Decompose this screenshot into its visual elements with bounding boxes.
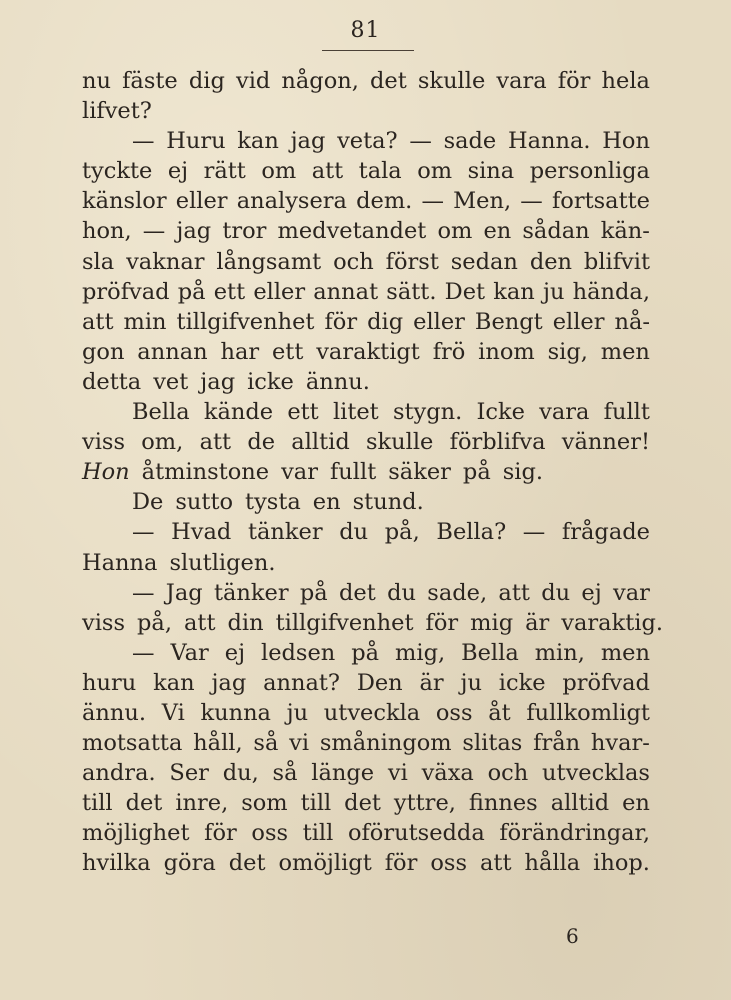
page-number: 81 <box>350 18 381 43</box>
word: Hanna. <box>507 128 591 155</box>
word: tror <box>222 218 267 245</box>
word: Ser <box>169 760 209 787</box>
word: hålla <box>524 850 581 877</box>
word: ännu. <box>82 699 147 726</box>
word: — <box>132 639 155 666</box>
word: litet <box>332 399 379 426</box>
word: på <box>462 459 491 486</box>
word: så <box>253 730 279 757</box>
word: jag <box>200 368 236 395</box>
word: att <box>311 158 344 185</box>
word: fullkomligt <box>526 699 650 726</box>
word: att <box>82 308 114 335</box>
word: slutligen. <box>169 549 276 576</box>
word: har <box>220 338 260 365</box>
word: eller <box>253 278 306 305</box>
word: tala <box>358 158 402 185</box>
word: och <box>487 760 529 787</box>
word: eller <box>175 188 228 215</box>
word: andra. <box>82 760 156 787</box>
word: personliga <box>529 158 650 185</box>
word: annat <box>313 278 379 305</box>
word: — <box>132 519 155 546</box>
word: sutto <box>175 489 234 516</box>
word: du <box>339 519 369 546</box>
word: analysera <box>236 188 347 215</box>
word: kunna <box>200 699 271 726</box>
word: om <box>261 158 297 185</box>
text-line <box>82 487 650 517</box>
word: att <box>498 579 530 606</box>
word: Bella <box>461 639 519 666</box>
word: Men, <box>453 188 512 215</box>
word: ju <box>542 278 565 305</box>
text-line <box>82 698 650 728</box>
word: mig <box>470 609 514 636</box>
word: Bengt <box>474 308 543 335</box>
word: möjlighet <box>82 820 190 847</box>
word: ännu. <box>305 368 370 395</box>
word: hon, <box>82 218 132 245</box>
word: oss <box>251 820 289 847</box>
word: De <box>132 489 164 516</box>
word: Hvad <box>171 519 232 546</box>
word: en <box>622 790 650 817</box>
word: blifvit <box>583 248 650 275</box>
word: Jag <box>165 579 203 606</box>
word: först <box>385 248 439 275</box>
word: sla <box>82 248 115 275</box>
word: stygn. <box>392 399 463 426</box>
word: frö <box>432 338 466 365</box>
word: — <box>520 188 543 215</box>
text-line <box>82 126 650 156</box>
word: sade <box>443 128 497 155</box>
word: vet <box>153 368 189 395</box>
word: varaktigt <box>316 338 420 365</box>
text-line <box>82 788 650 818</box>
word: tillgifvenhet <box>176 308 315 335</box>
word: vid <box>235 68 271 94</box>
word: alltid <box>291 429 350 456</box>
word: om <box>437 218 473 245</box>
word: fullt <box>603 399 650 426</box>
word: det <box>344 790 381 817</box>
word: sade, <box>427 579 488 606</box>
word: kän- <box>600 218 650 245</box>
word: ett <box>287 399 319 426</box>
word: det <box>228 850 266 877</box>
word: hela <box>601 68 650 94</box>
word: Var <box>170 639 209 666</box>
text-line <box>82 548 650 578</box>
word: ej <box>581 579 602 606</box>
word: yttre, <box>393 790 456 817</box>
word: som <box>241 790 288 817</box>
word: jag <box>176 218 212 245</box>
word: på, <box>384 519 420 546</box>
word: tyckte <box>82 158 153 185</box>
word: huru <box>82 669 137 696</box>
word: hända, <box>572 278 650 305</box>
word: annat? <box>263 669 340 696</box>
word: kan <box>153 669 195 696</box>
word: jag <box>290 128 326 155</box>
text-line <box>82 668 650 698</box>
word: — <box>522 519 546 546</box>
word: Hon <box>602 128 650 155</box>
word: din <box>227 609 264 636</box>
word: känslor <box>82 188 167 215</box>
word: göra <box>163 850 216 877</box>
word: nu <box>82 68 111 94</box>
word: för <box>557 68 591 94</box>
word: oförutsedda <box>347 820 485 847</box>
word: viss <box>82 429 126 456</box>
word: är <box>525 609 550 636</box>
word: — <box>142 218 166 245</box>
word: sina <box>467 158 515 185</box>
word: den <box>529 248 573 275</box>
word: sådan <box>522 218 590 245</box>
word: Huru <box>166 128 226 155</box>
text-line <box>82 578 650 608</box>
text-line <box>82 247 650 277</box>
word: pröfvad <box>562 669 650 696</box>
text-line <box>82 608 664 638</box>
word: tänker <box>247 519 323 546</box>
word: vara <box>539 399 590 426</box>
word: långsamt <box>216 248 322 275</box>
word: skulle <box>417 68 486 94</box>
word: de <box>247 429 276 456</box>
word: min <box>123 308 167 335</box>
text-line <box>82 216 650 246</box>
text-line <box>82 427 650 457</box>
word: dem. <box>356 188 413 215</box>
word: för <box>425 609 459 636</box>
text-line <box>82 457 650 487</box>
word: varaktig. <box>561 609 664 636</box>
word: sedan <box>450 248 518 275</box>
word: till <box>302 820 334 847</box>
text-line <box>82 397 650 427</box>
word: — <box>409 128 432 155</box>
word: men <box>600 639 650 666</box>
word: småningom <box>319 730 452 757</box>
word: från <box>533 730 581 757</box>
word: annan <box>137 338 208 365</box>
word: mig, <box>395 639 446 666</box>
word: om, <box>141 429 184 456</box>
text-line <box>82 307 650 337</box>
word: slitas <box>462 730 523 757</box>
word: alltid <box>550 790 610 817</box>
signature-mark: 6 <box>566 924 579 948</box>
word: ledsen <box>261 639 336 666</box>
word: kände <box>203 399 274 426</box>
word: på, <box>137 609 172 636</box>
word: Bella <box>132 399 190 426</box>
word: till <box>82 790 113 817</box>
word: om <box>417 158 453 185</box>
word: — <box>132 128 155 155</box>
word: Det <box>444 278 486 305</box>
word: var <box>613 579 650 606</box>
word: förändringar, <box>499 820 650 847</box>
text-line <box>82 728 650 758</box>
word: var <box>281 459 318 486</box>
word: sig, <box>547 338 588 365</box>
word: på <box>177 278 206 305</box>
word: det <box>339 579 376 606</box>
text-line <box>82 66 650 96</box>
word: utvecklas <box>542 760 650 787</box>
word: inom <box>478 338 535 365</box>
word: kan <box>237 128 279 155</box>
word: en <box>483 218 512 245</box>
word: någon, <box>281 68 359 94</box>
word: vi <box>289 730 310 757</box>
word: eller <box>413 308 465 335</box>
word: för <box>324 308 358 335</box>
text-line <box>82 186 650 216</box>
word: ju <box>460 669 482 696</box>
word: länge <box>311 760 375 787</box>
text-line <box>82 848 650 878</box>
word: rätt <box>203 158 246 185</box>
word: för <box>204 820 237 847</box>
word: omöjligt <box>278 850 372 877</box>
word: skulle <box>365 429 434 456</box>
word: håll, <box>193 730 243 757</box>
word: Hanna <box>82 549 158 576</box>
word: fäste <box>122 68 178 94</box>
word: — <box>421 188 444 215</box>
word: ej <box>224 639 246 666</box>
word: nå- <box>614 308 650 335</box>
text-line <box>82 337 650 367</box>
word: — <box>132 579 155 606</box>
word: på <box>299 579 328 606</box>
word: Icke <box>476 399 525 426</box>
word: Hon <box>82 459 130 486</box>
word: viss <box>82 609 126 636</box>
word: inre, <box>175 790 229 817</box>
word: att <box>199 429 232 456</box>
word: ihop. <box>593 850 650 877</box>
text-line <box>82 818 650 848</box>
text-line <box>82 156 650 186</box>
word: är <box>419 669 444 696</box>
word: jag <box>211 669 247 696</box>
word: pröfvad <box>82 278 170 305</box>
word: icke <box>247 368 294 395</box>
word: du <box>541 579 571 606</box>
word: du <box>387 579 416 606</box>
word: stund. <box>352 489 424 516</box>
word: kan <box>493 278 535 305</box>
text-line <box>82 277 650 307</box>
word: detta <box>82 368 142 395</box>
word: tänker <box>213 579 289 606</box>
word: det <box>370 68 407 94</box>
word: motsatta <box>82 730 183 757</box>
word: dig <box>188 68 225 94</box>
word: min, <box>534 639 585 666</box>
word: sätt. <box>386 278 437 305</box>
word: åt <box>488 699 511 726</box>
text-line <box>82 758 650 788</box>
word: Vi <box>161 699 185 726</box>
text-line <box>82 96 650 126</box>
word: oss <box>435 699 473 726</box>
word: sig. <box>502 459 544 486</box>
word: och <box>333 248 374 275</box>
header-rule <box>322 50 414 51</box>
word: veta? <box>337 128 398 155</box>
word: ej <box>167 158 189 185</box>
word: ett <box>213 278 246 305</box>
word: vara <box>496 68 547 94</box>
word: dig <box>367 308 404 335</box>
word: icke <box>498 669 546 696</box>
word: eller <box>552 308 605 335</box>
word: åtminstone <box>141 459 270 486</box>
text-line <box>82 367 650 397</box>
word: Den <box>356 669 403 696</box>
word: medvetandet <box>277 218 427 245</box>
word: hvar- <box>590 730 650 757</box>
word: vi <box>387 760 408 787</box>
word: att <box>479 850 512 877</box>
word: frågade <box>561 519 650 546</box>
word: ju <box>286 699 309 726</box>
text-line <box>82 517 650 547</box>
word: gon <box>82 338 125 365</box>
word: du, <box>222 760 259 787</box>
word: på <box>351 639 380 666</box>
word: säker <box>388 459 451 486</box>
word: så <box>272 760 298 787</box>
word: lifvet? <box>82 98 152 125</box>
word: oss <box>430 850 467 877</box>
body-text <box>82 66 664 879</box>
word: utveckla <box>323 699 421 726</box>
word: men <box>600 338 650 365</box>
word: finnes <box>468 790 538 817</box>
word: fortsatte <box>551 188 650 215</box>
word: tysta <box>245 489 301 516</box>
word: förblifva <box>449 429 546 456</box>
word: växa <box>421 760 474 787</box>
word: vaknar <box>126 248 205 275</box>
word: en <box>312 489 341 516</box>
word: för <box>384 850 418 877</box>
word: fullt <box>329 459 377 486</box>
text-line <box>82 638 650 668</box>
word: att <box>184 609 216 636</box>
word: vänner! <box>561 429 650 456</box>
word: ett <box>271 338 304 365</box>
word: tillgifvenhet <box>275 609 414 636</box>
word: hvilka <box>82 850 151 877</box>
word: till <box>300 790 332 817</box>
word: det <box>125 790 163 817</box>
word: Bella? <box>436 519 507 546</box>
